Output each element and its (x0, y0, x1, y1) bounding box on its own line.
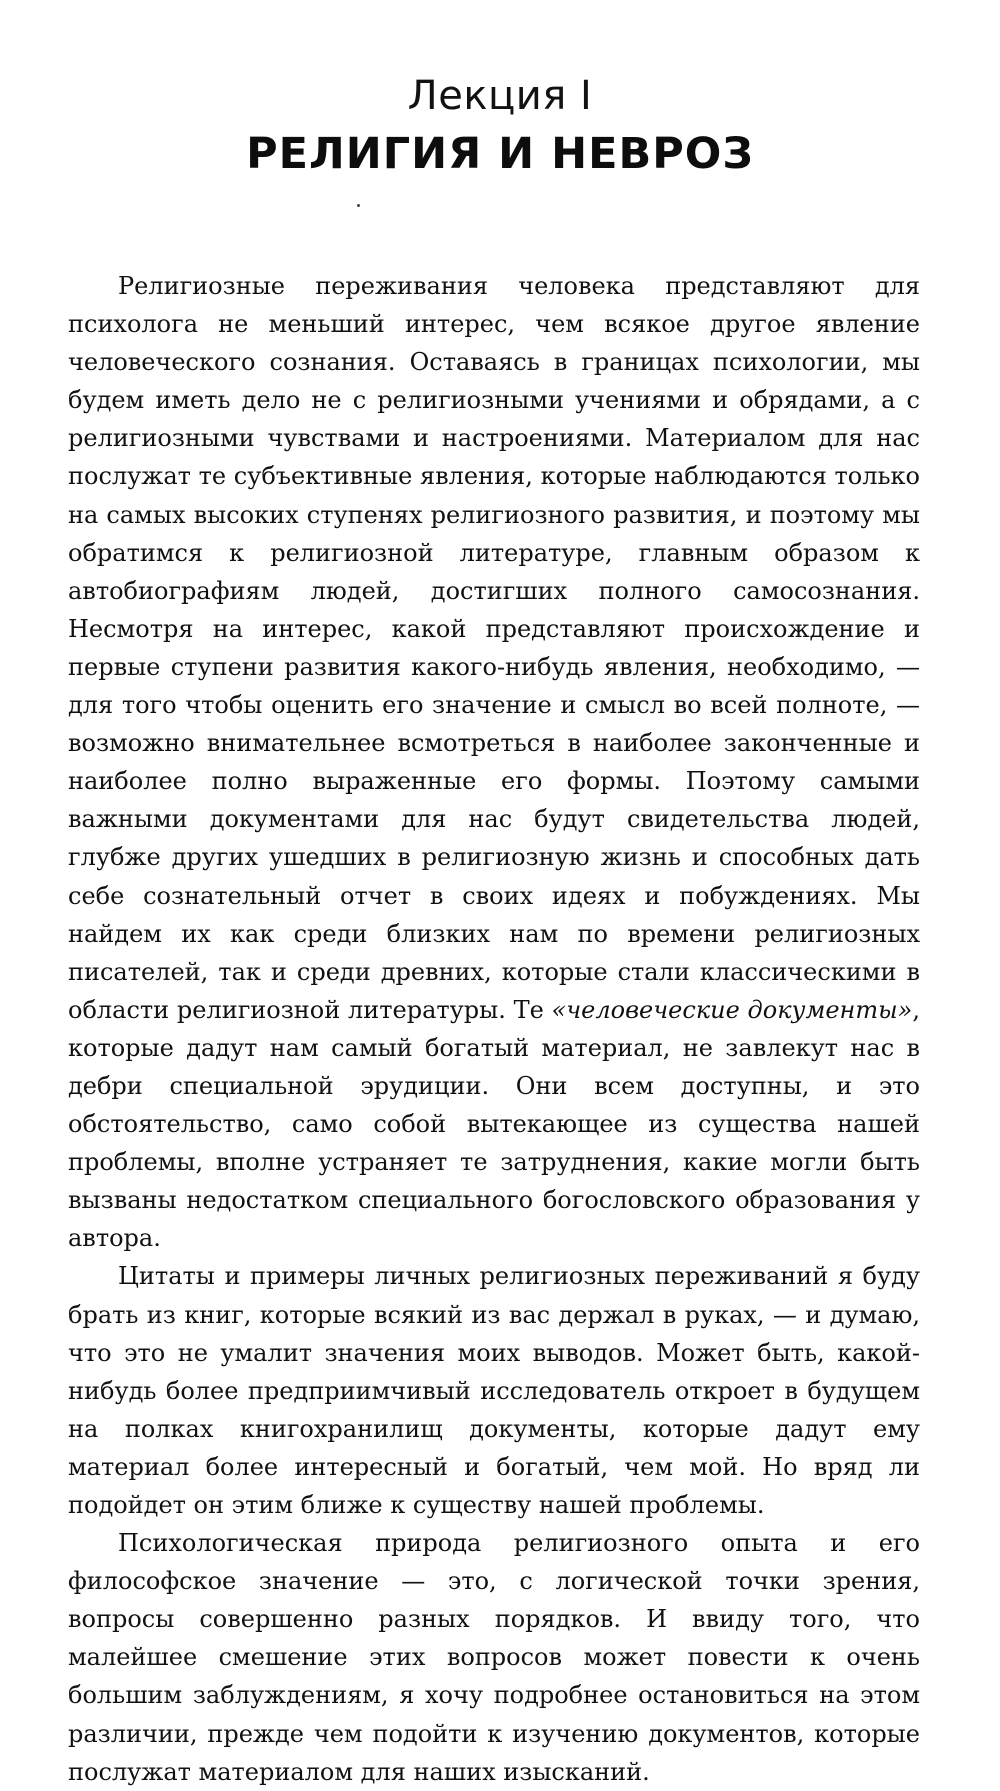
paragraph-1-text-a: Религиозные переживания человека представляют для психолога не меньший интерес, чем всякое другое явление человеческого сознания. Оставаясь в границах психологии, мы будем иметь дело не с религиозными учениями и обрядами, а с религиозными чувствами и настроениями. Материалом для нас послужат те субъективные явления, которые наблюдаются только на самых высоких ступенях религиозного развития, и поэтому мы обратимся к религиозной литературе, главным образом к автобиографиям людей, достигших полного самосознания. Несмотря на интерес, какой представляют происхождение и первые ступени развития какого-нибудь явления, необходимо, — для того чтобы оценить его значение и смысл во всей полноте, — возможно внимательнее всмотреться в наиболее законченные и наиболее полно выраженные его формы. Поэтому самыми важными документами для нас будут свидетельства людей, глубже других ушедших в религиозную жизнь и способных дать себе сознательный отчет в своих идеях и побуждениях. Мы найдем их как среди близких нам по времени религиозных писателей, так и среди древних, которые стали классическими в области религиозной литературы. Те (68, 272, 920, 1024)
chapter-title: РЕЛИГИЯ И НЕВРОЗ (246, 129, 754, 179)
paragraph-1-text-b: , которые дадут нам самый богатый материал, не завлекут нас в дебри специальной эрудиции. Они всем доступны, и это обстоятельство, само собой вытекающее из существа нашей проблемы, вполне устраняет те затруднения, какие могли быть вызваны недостатком специального богословского образования у автора. (68, 995, 920, 1253)
paragraph-1 (68, 267, 920, 1257)
paragraph-3: Психологическая природа религиозного опыта и его философское значение — это, с логической точки зрения, вопросы совершенно разных порядков. И ввиду того, что малейшее смешение этих вопросов может повести к очень большим заблуждениям, я хочу подробнее остановиться на этом различии, прежде чем подойти к изучению документов, которые послужат материалом для наших изысканий. (68, 1529, 920, 1786)
body-text (68, 267, 920, 1791)
lecture-label: Лекция I (407, 73, 593, 119)
paragraph-2: Цитаты и примеры личных религиозных переживаний я буду брать из книг, которые всякий из вас держал в руках, — и думаю, что это не умалит значения моих выводов. Может быть, какой-нибудь более предприимчивый исследователь откроет в будущем на полках книгохранилищ документы, которые дадут ему материал более интересный и богатый, чем мой. Но вряд ли подойдет он этим ближе к существу нашей проблемы. (68, 1262, 920, 1519)
decorative-dot (357, 204, 360, 207)
chapter-header (0, 68, 1000, 184)
paragraph-1-emphasis: «человеческие документы» (551, 995, 913, 1024)
